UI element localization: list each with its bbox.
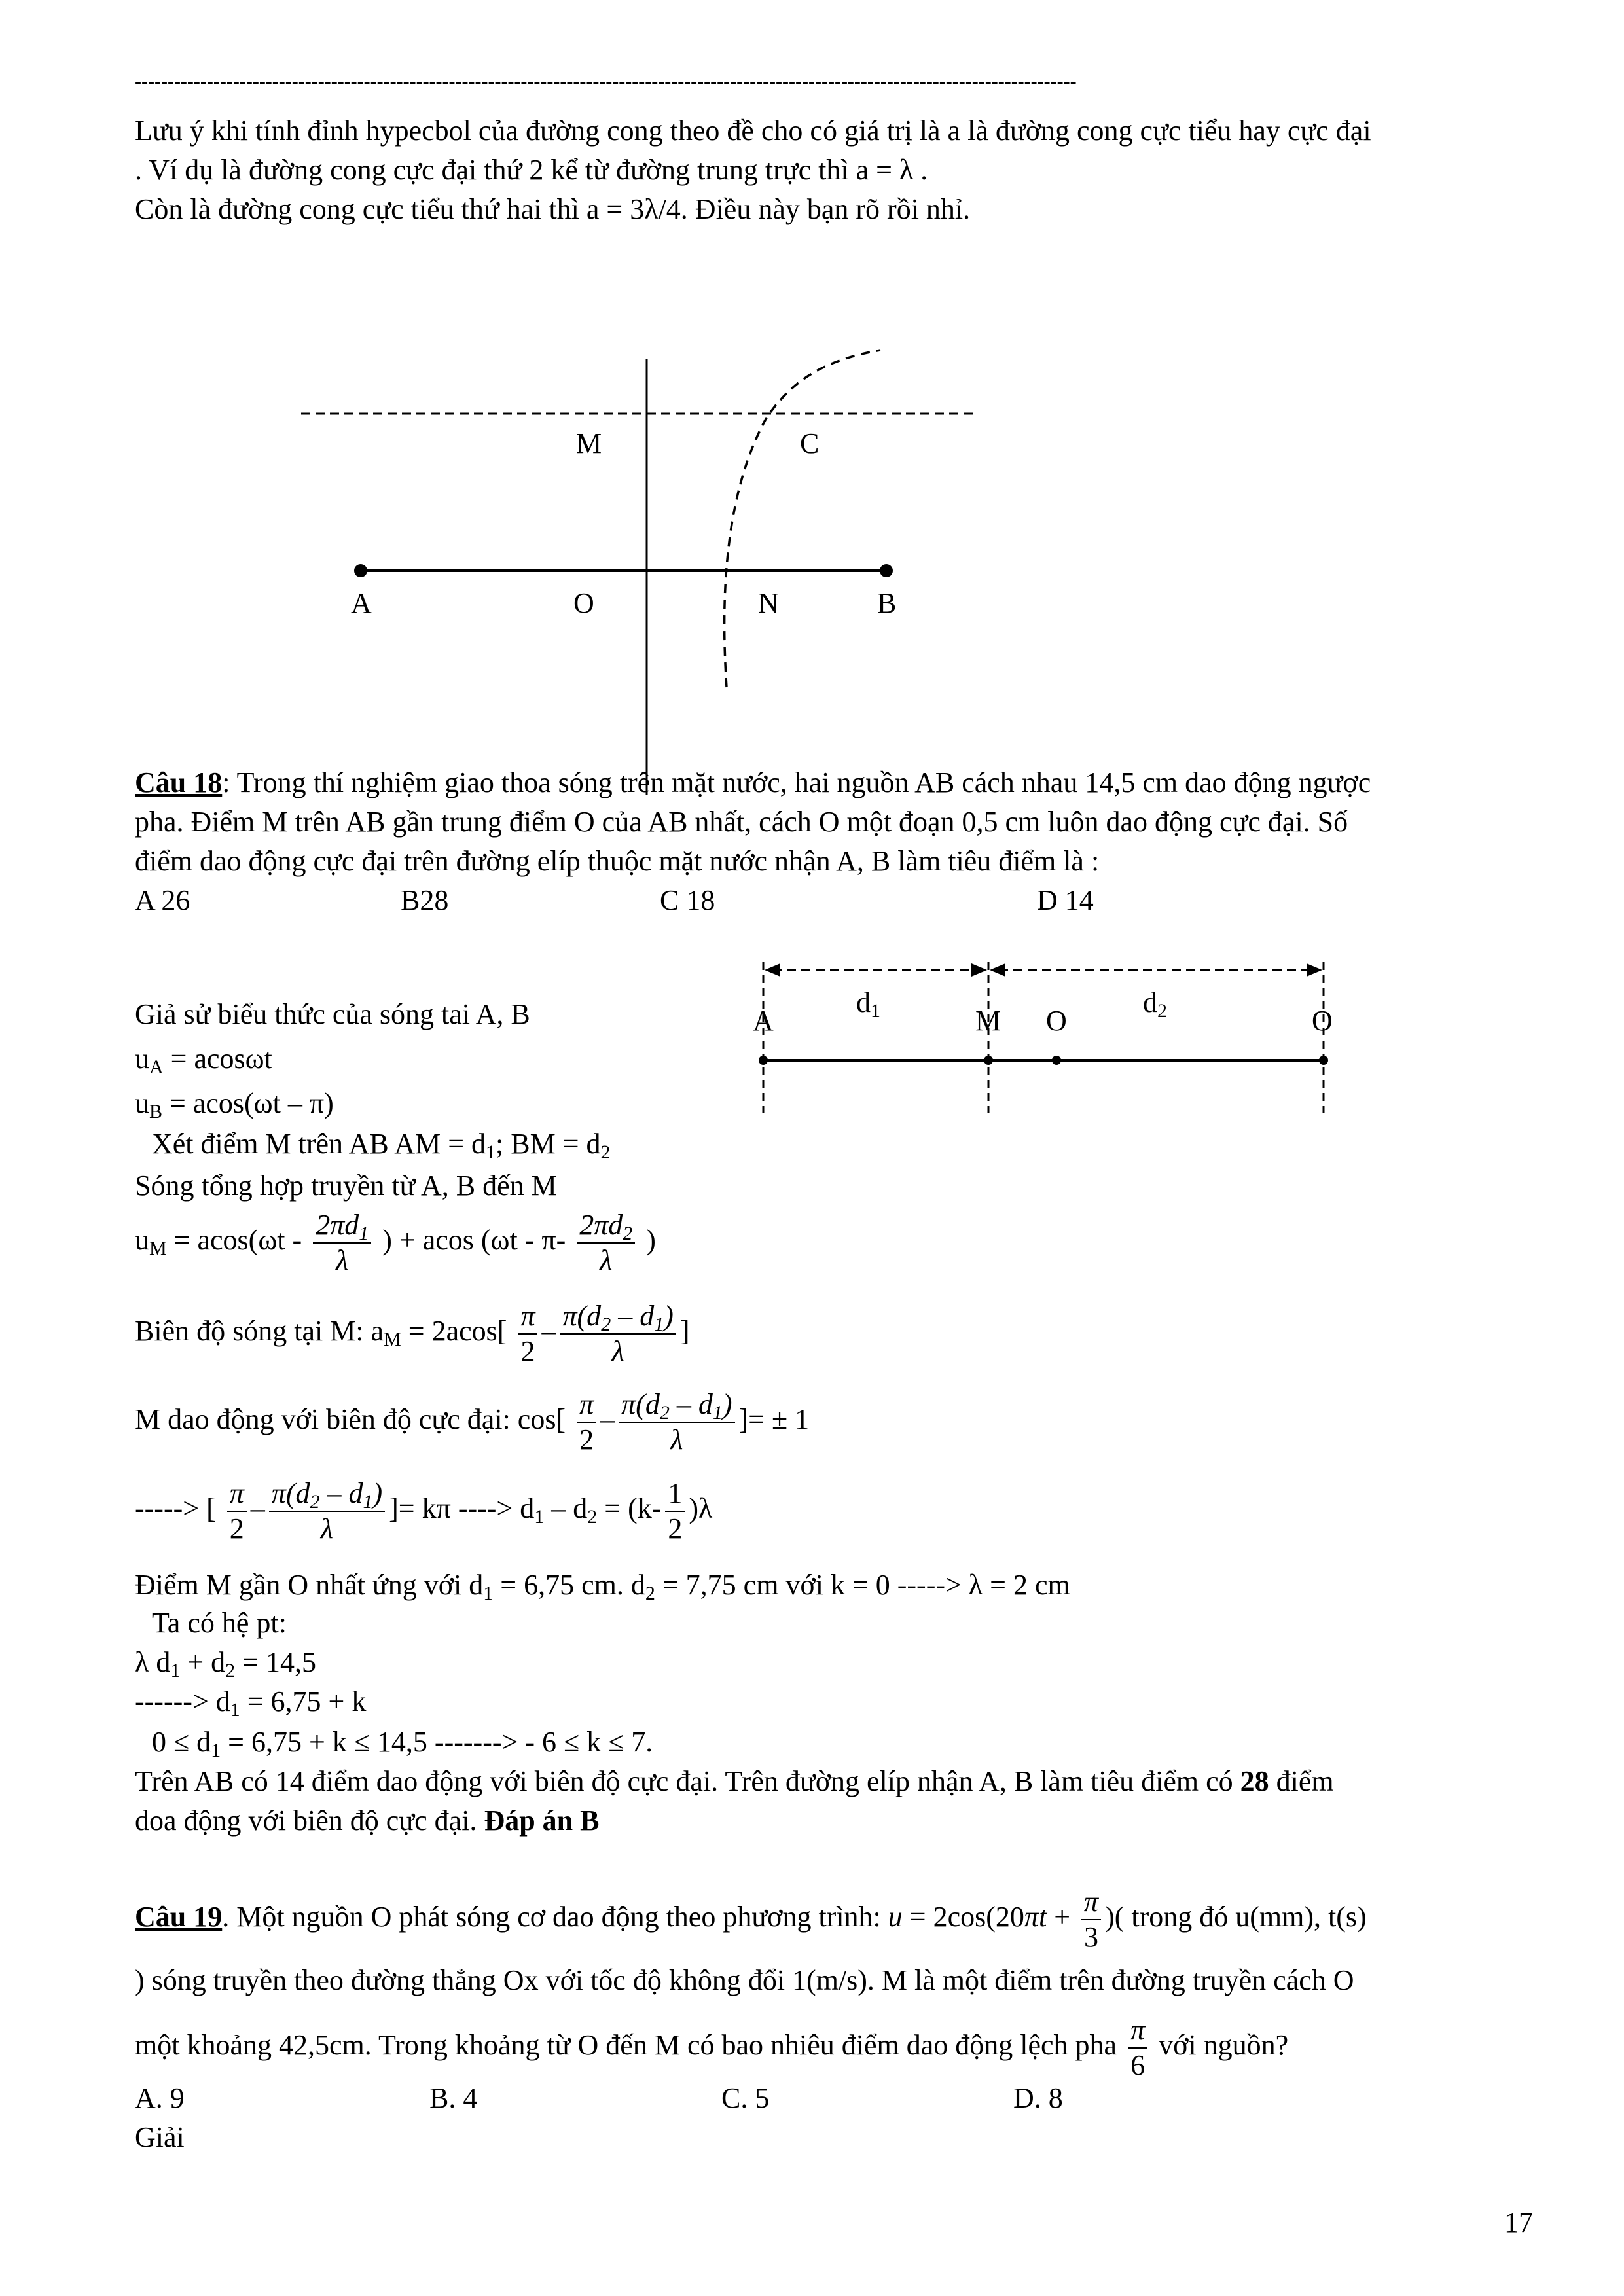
sol18-system-eq-1: λ $d_1 + d_2 = 14,5$ — [135, 1646, 316, 1681]
note-line-2: . Ví dụ là đường cong cực đại thứ 2 kể từ đường trung trực thì a = λ . — [135, 154, 928, 186]
fig1-label-c: C — [800, 427, 820, 459]
sol18-line-4: Xét điểm M trên AB AM = $d_1$; BM = $d_2$ — [152, 1128, 611, 1163]
fig2-label-d2: $d_2$ — [1143, 986, 1167, 1022]
fig2-label-o: O — [1046, 1005, 1067, 1037]
fig1-label-m: M — [576, 427, 602, 459]
sol18-line-5: Sóng tổng hợp truyền từ A, B đến M — [135, 1170, 557, 1202]
fig1-label-o: O — [573, 587, 594, 619]
q19-option-b: B. 4 — [429, 2082, 478, 2114]
q19-line-1: Câu 19. Một nguồn O phát sóng cơ dao động theo phương trình: u = 2cos(20πt + $\frac{\pi}{3}$ )( trong đó u(mm), t(s) — [135, 1886, 1367, 1953]
fig2-label-m: M — [975, 1005, 1001, 1037]
q18-option-c: C 18 — [660, 884, 715, 916]
answer-b: Đáp án B — [484, 1804, 600, 1837]
fig2-label-d1: $d_1$ — [856, 986, 880, 1022]
note-line-1: Lưu ý khi tính đỉnh hypecbol của đường cong theo đề cho có giá trị là a là đường cong cực tiểu hay cực đại — [135, 115, 1371, 147]
q19-label: Câu 19 — [135, 1901, 223, 1933]
q18-label: Câu 18 — [135, 766, 223, 798]
fig2-label-a: A — [753, 1005, 774, 1037]
sol18-amplitude: Biên độ sóng tại M: $a_M = 2acos$[ $\frac{\pi}{2}$ – $\frac{\pi(d_2 - d_1)}{\lambda}$ ] — [135, 1300, 690, 1367]
sol18-max-condition: M dao động với biên độ cực đại: cos[ $\frac{\pi}{2}$ – $\frac{\pi(d_2 - d_1)}{\lambda}$ ]= ± 1 — [135, 1388, 810, 1456]
q19-option-c: C. 5 — [721, 2082, 770, 2114]
q19-line-2: ) sóng truyền theo đường thẳng Ox với tốc độ không đổi 1(m/s). M là một điểm trên đường truyền cách O — [135, 1964, 1354, 1996]
sol18-line-1: Giả sử biểu thức của sóng tai A, B — [135, 998, 530, 1030]
q19-line-3: một khoảng 42,5cm. Trong khoảng từ O đến M có bao nhiêu điểm dao động lệch pha $\frac{\pi}{6}$ với nguồn? — [135, 2014, 1289, 2081]
q18-line-2: pha. Điểm M trên AB gần trung điểm O của AB nhất, cách O một đoạn 0,5 cm luôn dao động cực đại. Số — [135, 806, 1348, 838]
sol18-um-equation: $u_M = acos(\omega t$ - $\frac{2\pi d_1}{\lambda}$ ) + acos (ωt - π- $\frac{2\pi d_2}{\lambda}$ ) — [135, 1209, 656, 1276]
sol18-ub: $u_B = acos(\omega t - \pi)$ — [135, 1087, 334, 1122]
sol18-arrow-equation: -----> [ $\frac{\pi}{2}$ – $\frac{\pi(d_2 - d_1)}{\lambda}$ ]= kπ ----> $d_1 - d_2 = (k-$ $\frac{1}{2}$ )λ — [135, 1477, 713, 1545]
q18-line-1: Câu 18: Trong thí nghiệm giao thoa sóng trên mặt nước, hai nguồn AB cách nhau 14,5 cm dao động ngược — [135, 766, 1371, 798]
fig1-label-n: N — [758, 587, 779, 619]
sol18-result-2: doa động với biên độ cực đại. Đáp án B — [135, 1804, 600, 1837]
q19-option-a: A. 9 — [135, 2082, 185, 2114]
q18-line-3: điểm dao động cực đại trên đường elíp thuộc mặt nước nhận A, B làm tiêu điểm là : — [135, 845, 1100, 877]
fig1-label-b: B — [877, 587, 897, 619]
header-rule: ------------------------------------------------------------------------------------------------------------------------------------------------ — [135, 72, 1077, 92]
sol18-system-eq-2: ------> $d_1 = 6,75 + k$ — [135, 1685, 367, 1721]
sol18-nearest-point: Điểm M gần O nhất ứng với $d_1 = 6,75$ cm. $d_2 = 7,75$ cm với k = 0 -----> λ = 2 cm — [135, 1569, 1070, 1604]
q19-option-d: D. 8 — [1013, 2082, 1063, 2114]
q18-option-b: B28 — [401, 884, 449, 916]
fig1-label-a: A — [351, 587, 372, 619]
page-number: 17 — [1504, 2206, 1533, 2238]
sol18-system-title: Ta có hệ pt: — [152, 1607, 287, 1639]
q18-option-a: A 26 — [135, 884, 190, 916]
sol18-result-1: Trên AB có 14 điểm dao động với biên độ cực đại. Trên đường elíp nhận A, B làm tiêu điểm có 28 điểm — [135, 1765, 1334, 1797]
note-line-3: Còn là đường cong cực tiểu thứ hai thì a = 3λ/4. Điều này bạn rõ rồi nhỉ. — [135, 193, 971, 225]
q19-solution-heading: Giải — [135, 2121, 185, 2153]
sol18-system-eq-3: $0 \le d_1 = 6,75 + k \le 14,5$ -------> - 6 ≤ k ≤ 7. — [152, 1726, 653, 1761]
sol18-ua: $u_A = acos\omega t$ — [135, 1043, 272, 1078]
fig2-label-o-end: O — [1312, 1005, 1333, 1037]
q18-option-d: D 14 — [1037, 884, 1094, 916]
